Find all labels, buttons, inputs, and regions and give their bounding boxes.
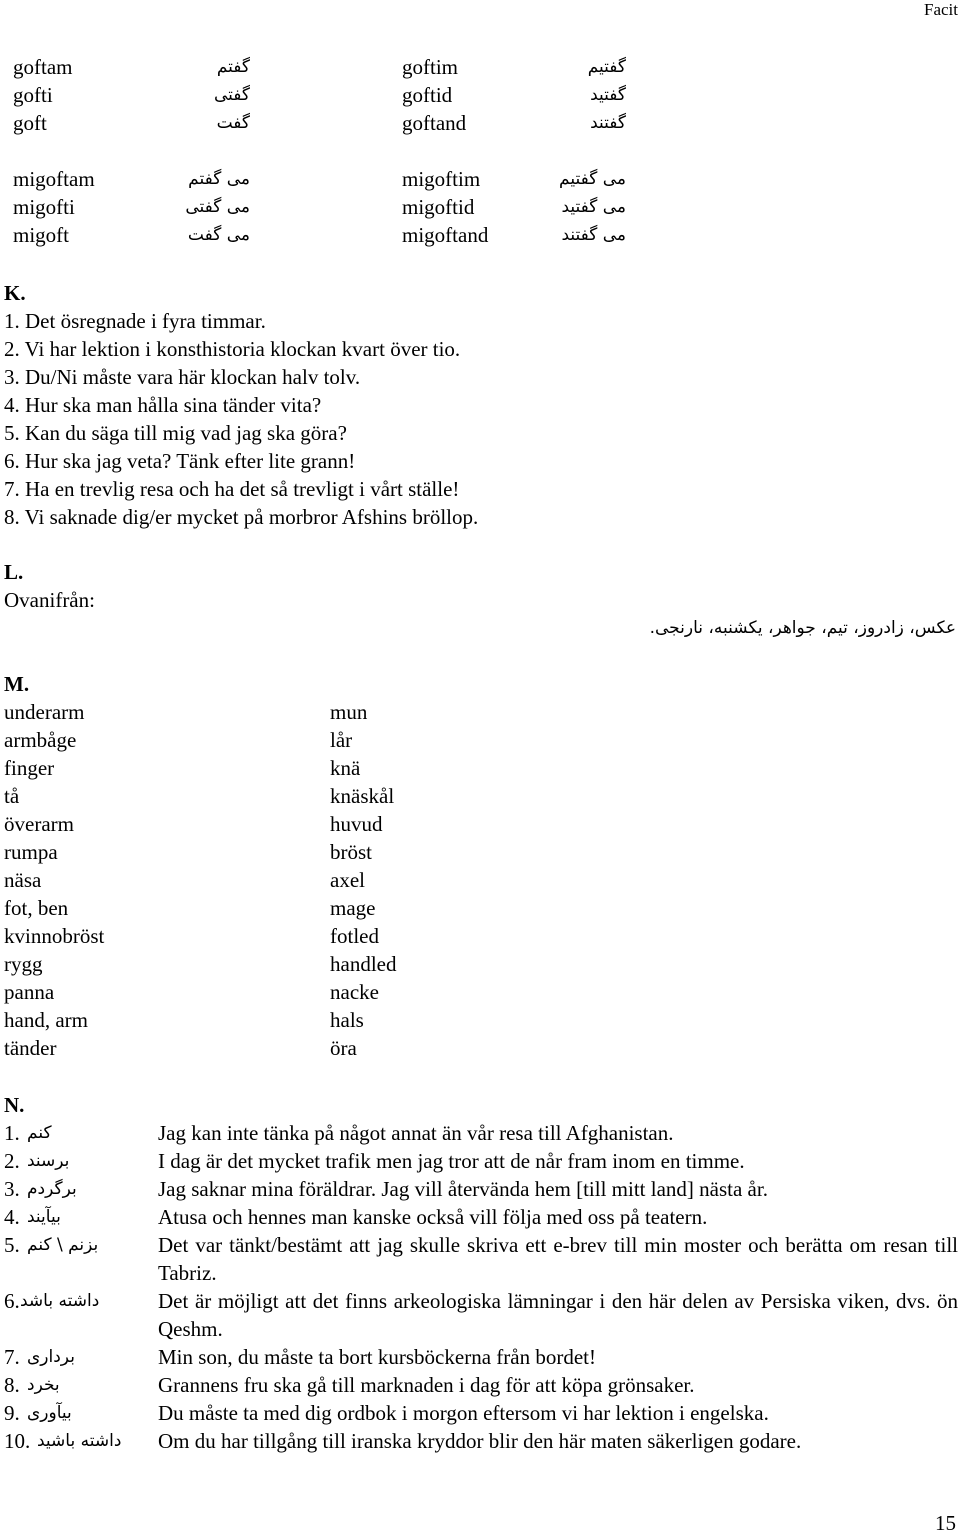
section-heading: M. — [4, 672, 30, 696]
list-item: axel — [330, 868, 365, 892]
item-number: 9. — [4, 1401, 20, 1425]
verb-persian: می گفت — [187, 225, 250, 245]
verb-persian: گفتی — [214, 85, 250, 105]
list-item: finger — [4, 756, 55, 780]
list-item: hand, arm — [4, 1008, 88, 1032]
list-item: 5. Kan du säga till mig vad jag ska göra? — [4, 421, 347, 445]
list-item: tå — [4, 784, 20, 808]
persian-answer: عکس، زادروز، تیم، جواهر، یکشنبه، نارنجی. — [649, 618, 956, 638]
swedish-sentence: Du måste ta med dig ordbok i morgon eftersom vi har lektion i engelska. — [158, 1401, 769, 1425]
verb-latin: migoftim — [402, 167, 481, 191]
item-number: 7. — [4, 1345, 20, 1369]
verb-latin: goftid — [402, 83, 453, 107]
list-item: nacke — [330, 980, 379, 1004]
list-item: överarm — [4, 812, 74, 836]
persian-verb: برداری — [27, 1347, 75, 1367]
list-item: huvud — [330, 812, 383, 836]
section-heading: L. — [4, 560, 24, 584]
swedish-sentence: Det var tänkt/bestämt att jag skulle skriva ett e-brev till min moster och berätta om resan till Tabriz. — [158, 1233, 958, 1285]
section-heading: K. — [4, 281, 26, 305]
persian-verb: داشته باشد — [20, 1291, 100, 1311]
item-number: 5. — [4, 1233, 20, 1257]
list-item: hals — [330, 1008, 364, 1032]
verb-persian: می گفتی — [185, 197, 250, 217]
verb-persian: گفتیم — [587, 57, 626, 77]
list-item: panna — [4, 980, 55, 1004]
list-item: 2. Vi har lektion i konsthistoria klockan kvart över tio. — [4, 337, 461, 361]
item-number: 2. — [4, 1149, 20, 1173]
persian-verb: بیآیند — [27, 1207, 61, 1227]
list-item: 1. Det ösregnade i fyra timmar. — [4, 309, 266, 333]
sentence-list — [4, 307, 478, 531]
page-number: 15 — [935, 1511, 956, 1535]
swedish-sentence: Det är möjligt att det finns arkeologiska lämningar i den här delen av Persiska viken, dvs. ön Qeshm. — [158, 1289, 958, 1341]
section-label: Ovanifrån: — [4, 588, 95, 612]
verb-persian: می گفتیم — [559, 169, 626, 189]
item-number: 8. — [4, 1373, 20, 1397]
persian-verb: بزنم \ کنم — [27, 1235, 99, 1255]
swedish-sentence: Grannens fru ska gå till marknaden i dag för att köpa grönsaker. — [158, 1373, 695, 1397]
list-item: underarm — [4, 700, 85, 724]
verb-persian: گفتند — [590, 113, 626, 133]
verb-latin: migoftid — [402, 195, 475, 219]
persian-verb: داشته باشید — [37, 1431, 122, 1451]
verb-latin: goftim — [402, 55, 458, 79]
list-item: knäskål — [330, 784, 395, 808]
swedish-sentence: Om du har tillgång till iranska kryddor blir den här maten säkerligen godare. — [158, 1429, 802, 1453]
list-item: mage — [330, 896, 376, 920]
section-heading: N. — [4, 1093, 25, 1117]
page-header: Facit — [924, 0, 958, 19]
swedish-sentence: Atusa och hennes man kanske också vill följa med oss på teatern. — [158, 1205, 708, 1229]
swedish-sentence: I dag är det mycket trafik men jag tror att de når fram inom en timme. — [158, 1149, 745, 1173]
item-number: 10. — [4, 1429, 31, 1453]
item-number: 4. — [4, 1205, 20, 1229]
list-item: kvinnobröst — [4, 924, 105, 948]
list-item: öra — [330, 1036, 357, 1060]
list-item: armbåge — [4, 728, 77, 752]
list-item: knä — [330, 756, 361, 780]
verb-latin: goftam — [13, 55, 73, 79]
persian-verb: برگردم — [27, 1179, 77, 1199]
verb-latin: migoftand — [402, 223, 489, 247]
list-item: 3. Du/Ni måste vara här klockan halv tolv. — [4, 365, 361, 389]
list-item: 6. Hur ska jag veta? Tänk efter lite grann! — [4, 449, 356, 473]
verb-persian: می گفتید — [561, 197, 626, 217]
persian-verb: بخرد — [27, 1375, 60, 1395]
list-item: mun — [330, 700, 368, 724]
list-item: 8. Vi saknade dig/er mycket på morbror Afshins bröllop. — [4, 505, 479, 529]
list-item: bröst — [330, 840, 372, 864]
swedish-sentence: Jag saknar mina föräldrar. Jag vill återvända hem [till mitt land] nästa år. — [158, 1177, 768, 1201]
list-item: lår — [330, 728, 353, 752]
list-item: 7. Ha en trevlig resa och ha det så trevligt i vårt ställe! — [4, 477, 460, 501]
list-item: fot, ben — [4, 896, 69, 920]
item-number: 1. — [4, 1121, 20, 1145]
swedish-sentence: Min son, du måste ta bort kursböckerna från bordet! — [158, 1345, 596, 1369]
verb-latin: goft — [13, 111, 47, 135]
list-item: näsa — [4, 868, 42, 892]
persian-verb: برسند — [27, 1151, 70, 1171]
persian-verb: بیآوری — [27, 1403, 72, 1423]
verb-latin: goftand — [402, 111, 467, 135]
verb-persian: می گفتند — [561, 225, 626, 245]
body-parts-left-column — [4, 698, 104, 1062]
verb-persian: می گفتم — [188, 169, 250, 189]
list-item: rygg — [4, 952, 43, 976]
verb-persian: گفت — [216, 113, 250, 133]
verb-persian: گفتید — [590, 85, 626, 105]
item-number: 6. — [4, 1289, 20, 1313]
item-number: 3. — [4, 1177, 20, 1201]
verb-latin: migoftam — [13, 167, 95, 191]
list-item: tänder — [4, 1036, 57, 1060]
list-item: rumpa — [4, 840, 58, 864]
body-parts-right-column — [330, 698, 396, 1062]
list-item: handled — [330, 952, 397, 976]
swedish-sentence: Jag kan inte tänka på något annat än vår resa till Afghanistan. — [158, 1121, 674, 1145]
verb-latin: migofti — [13, 195, 75, 219]
persian-verb: کنم — [27, 1123, 52, 1143]
verb-persian: گفتم — [216, 57, 250, 77]
verb-latin: gofti — [13, 83, 53, 107]
list-item: fotled — [330, 924, 379, 948]
list-item: 4. Hur ska man hålla sina tänder vita? — [4, 393, 322, 417]
verb-latin: migoft — [13, 223, 69, 247]
